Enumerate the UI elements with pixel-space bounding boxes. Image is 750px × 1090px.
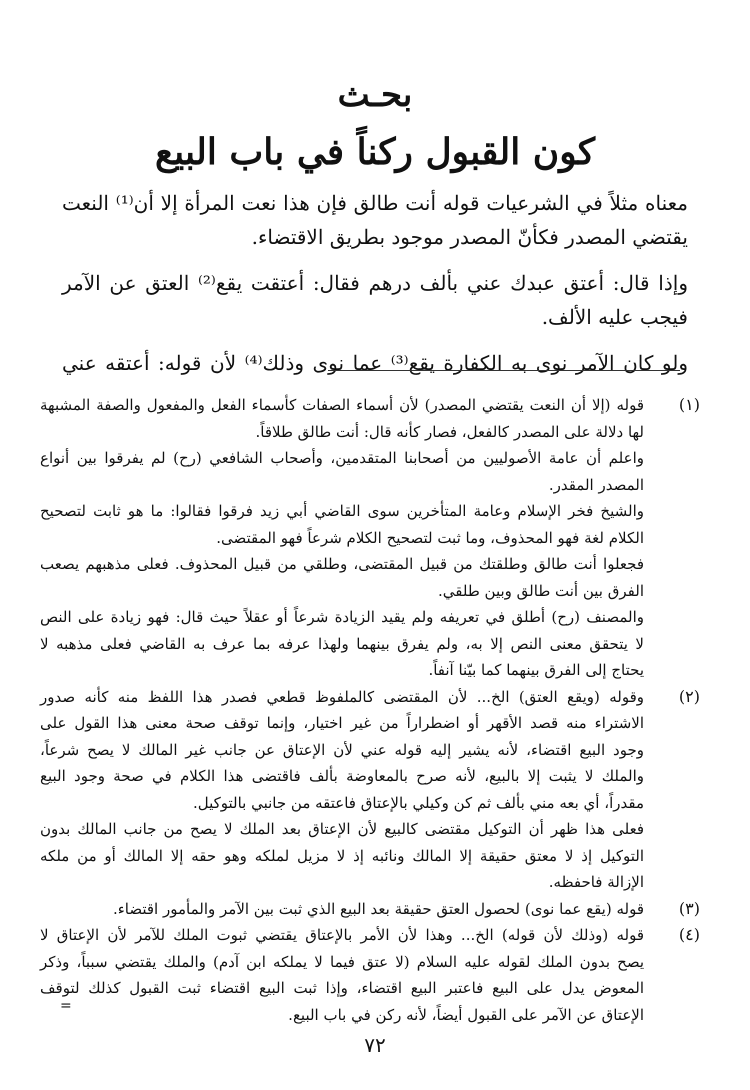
- footnote-line: يحتاج إلى الفرق بينهما كما بيّنا آنفاً.: [428, 661, 644, 679]
- footnote-line: الإعتاق عن الآمر على القبول أيضاً، لأنه ركن في باب البيع.: [288, 1005, 644, 1024]
- footnote-2: [40, 684, 700, 896]
- main-line: معناه مثلاً في الشرعيات قوله أنت طالق فإن هذا نعت المرأة إلا أن⁽¹⁾ النعت: [62, 191, 688, 215]
- footnote-line: المعوض يدل على البيع فاعتبر البيع اقتضاء، وإذا ثبت البيع اقتضاء ثبت القبول كذلك لتوقف: [40, 979, 644, 997]
- footnote-line: الاشتراء منه قصد الأقهر أو اضطراراً من غير اختيار، وإنما توقف صحة معنى هذا القول على: [40, 714, 644, 732]
- main-line: وإذا قال: أعتق عبدك عني بألف درهم فقال: أعتقت يقع⁽²⁾ العتق عن الآمر: [62, 271, 688, 295]
- footnote-1: [40, 392, 700, 684]
- footnote-line: واعلم أن عامة الأصوليين من أصحابنا المتقدمين، وأصحاب الشافعي (رح) لم يفرقوا بين أنواع: [40, 449, 644, 467]
- footnote-number: (٢): [678, 686, 700, 706]
- footnote-line: يصح بدون الملك لقوله عليه السلام (لا عتق فيما لا يملكه ابن آدم) والملك يقتضي سبباً، وذكر: [40, 952, 644, 971]
- footnote-3: [40, 896, 700, 923]
- footnote-number: (١): [678, 395, 700, 414]
- margin-mark: =: [60, 998, 72, 1014]
- section-heading: بحـث: [337, 75, 413, 115]
- footnote-line: وقوله (ويقع العتق) الخ... لأن المقتضى كالملفوظ قطعي فصدر هذا اللفظ منه كأنه صدور: [40, 687, 644, 706]
- footnote-line: المصدر المقدر.: [548, 475, 644, 494]
- footnote-line: مقدراً، أي بعه مني بألف ثم كن وكيلي بالإعتاق فاعتقه من جانبي بالتوكيل.: [192, 793, 644, 812]
- footnote-4: [40, 922, 700, 1028]
- footnote-separator: [328, 370, 680, 371]
- footnotes: [40, 392, 700, 1028]
- footnote-line: الإزالة فاحفظه.: [548, 873, 644, 891]
- main-line: فيجب عليه الألف.: [541, 305, 688, 329]
- main-text: [62, 186, 688, 380]
- footnote-line: قوله (يقع عما نوى) لحصول العتق حقيقة بعد البيع الذي ثبت بين الآمر والمأمور اقتضاء.: [112, 899, 644, 918]
- footnote-line: الفرق بين أنت طالق وبين طلقي.: [438, 581, 644, 600]
- footnote-line: والملك لا يثبت إلا بالبيع، لأنه صرح بالمعاوضة بألف فاقتضى هذا الكلام في صحة وجود البيع: [40, 767, 644, 785]
- footnote-line: والمصنف (رح) أطلق في تعريفه ولم يقيد الزيادة شرعاً أو عقلاً حيث قال: فهو زيادة على النص: [40, 608, 644, 626]
- main-line: ولو كان الآمر نوى به الكفارة يقع⁽³⁾ عما نوى وذلك⁽⁴⁾ لأن قوله: أعتقه عني: [62, 351, 688, 375]
- footnote-line: وجود البيع اقتضاء، لأنه يشير إليه قوله عني لأن الإعتاق عن جانب غير المالك لا يصح شرعاً،: [40, 740, 644, 759]
- footnote-line: فعلى هذا ظهر أن التوكيل مقتضى كالبيع لأن الإعتاق بعد الملك لا يصح من جانب المالك بدون: [40, 820, 644, 838]
- main-line: يقتضي المصدر فكأنّ المصدر موجود بطريق الاقتضاء.: [251, 225, 688, 249]
- footnote-line: لها دلالة على المصدر كالفعل، فصار كأنه قال: أنت طالق طلاقاً.: [255, 422, 644, 441]
- footnote-line: فجعلوا أنت طالق وطلقتك من قبيل المقتضى، وطلقي من قبيل المحذوف. فعلى مذهبهم يصعب: [40, 555, 644, 573]
- footnote-number: (٤): [678, 925, 700, 944]
- footnote-line: الكلام لغة فهو المحذوف، وما ثبت لتصحيح الكلام شرعاً فهو المقتضى.: [216, 528, 644, 547]
- footnote-line: قوله (إلا أن النعت يقتضي المصدر) لأن أسماء الصفات كأسماء الفعل والمفعول والصفة المشبهة: [40, 396, 644, 414]
- page-number: ٧٢: [364, 1033, 386, 1057]
- footnote-number: (٣): [678, 898, 700, 918]
- footnote-line: والشيخ فخر الإسلام وعامة المتأخرين سوى القاضي أبي زيد فرقوا فقالوا: ما هو ثابت لتصحيح: [40, 502, 644, 520]
- footnote-line: لا يتحقق معنى النص إلا به، ولم يفرق بينهما ولهذا عرفه بما عرف به القاضي فعلى مذهبه لا: [40, 634, 644, 653]
- section-title: كون القبول ركناً في باب البيع: [155, 131, 595, 173]
- footnote-line: قوله (وذلك لأن قوله) الخ... وهذا لأن الأمر بالإعتاق يقتضي ثبوت الملك للآمر لأن الإعتاق لا: [40, 926, 644, 944]
- footnote-line: التوكيل إذ لا معتق حقيقة إلا المالك ونائبه إذ لا مزيل لملكه وهو حقه إلا المالك أو من ملكه: [40, 846, 644, 865]
